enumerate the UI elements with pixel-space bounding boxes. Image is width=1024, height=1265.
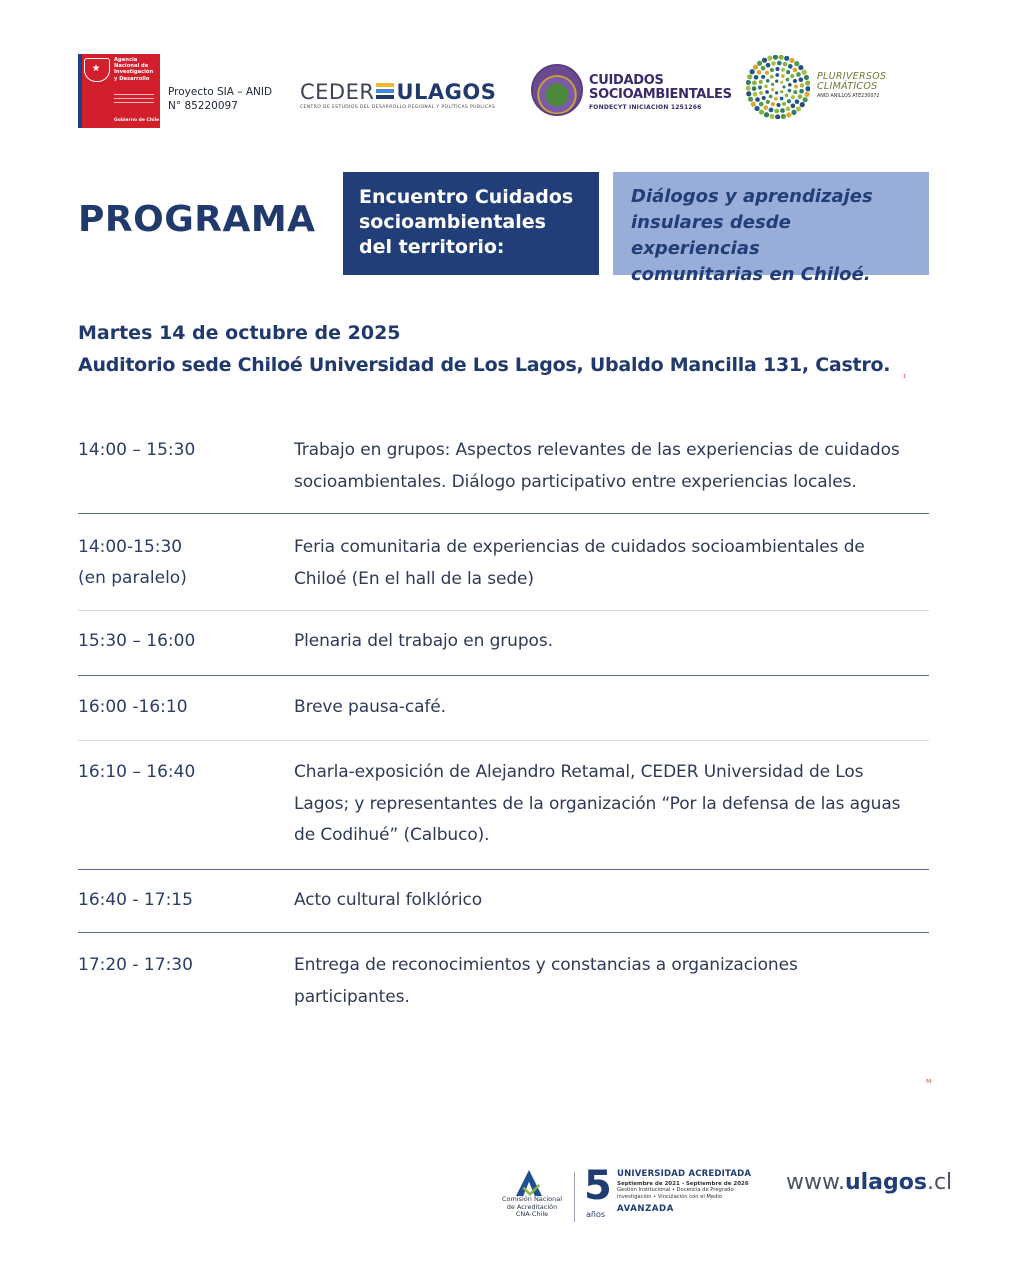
- time-line: 16:00 -16:10: [78, 697, 188, 717]
- cuidados-line-3: FONDECYT INICIACION 1251266: [589, 104, 702, 111]
- pluriversos-logo-text: [817, 72, 886, 99]
- schedule-description: [294, 435, 934, 498]
- row-divider: [78, 513, 929, 514]
- schedule-time: [78, 626, 278, 657]
- ceder-ulagos-logo: [300, 80, 496, 110]
- time-line: 16:40 - 17:15: [78, 890, 193, 910]
- website-link[interactable]: [786, 1170, 952, 1195]
- accreditation-level: AVANZADA: [617, 1204, 674, 1214]
- accreditation-dates: Septiembre de 2021 - Septiembre de 2026: [617, 1181, 749, 1187]
- schedule-description: [294, 692, 934, 724]
- description-line: Trabajo en grupos: Aspectos relevantes de las experiencias de cuidados: [294, 440, 900, 460]
- cna-mark-icon: [514, 1170, 550, 1196]
- event-venue: Auditorio sede Chiloé Universidad de Los Lagos, Ubaldo Mancilla 131, Castro.: [78, 354, 891, 376]
- accreditation-title: UNIVERSIDAD ACREDITADA: [617, 1169, 752, 1179]
- event-title-line: Encuentro Cuidados: [359, 186, 574, 208]
- footer-divider: [574, 1172, 575, 1222]
- event-subtitle-line: Diálogos y aprendizajes: [631, 186, 873, 207]
- project-info: [168, 85, 272, 113]
- accreditation-years: 5: [584, 1163, 612, 1209]
- schedule-description: [294, 950, 934, 1013]
- schedule-time: [78, 435, 278, 466]
- schedule-description: [294, 626, 934, 658]
- schedule-time: [78, 692, 278, 723]
- row-divider: [78, 610, 929, 611]
- anid-government: Gobierno de Chile: [114, 118, 160, 123]
- cuidados-logo-text: [589, 74, 732, 111]
- description-line: Chiloé (En el hall de la sede): [294, 568, 534, 589]
- cna-logo: [497, 1170, 567, 1219]
- description-line: Charla-exposición de Alejandro Retamal, CEDER Universidad de Los: [294, 762, 864, 782]
- event-title-line: del territorio:: [359, 236, 505, 258]
- description-line: Entrega de reconocimientos y constancias a organizaciones: [294, 955, 798, 975]
- ulagos-word: ULAGOS: [396, 80, 497, 104]
- event-subtitle-line: comunitarias en Chiloé.: [631, 264, 871, 285]
- event-subtitle-line: insulares desde experiencias: [631, 212, 791, 259]
- ceder-bars-icon: [376, 83, 394, 101]
- anid-agency-name: Agencia Nacional de Investigación y Desarrollo: [114, 57, 154, 82]
- stray-mark: ɪ: [903, 372, 906, 380]
- schedule-time: [78, 885, 278, 916]
- pluriversos-mosaic-icon: [746, 55, 810, 119]
- schedule-time: [78, 757, 278, 788]
- cuidados-line-1: CUIDADOS: [589, 73, 664, 88]
- time-line: 17:20 - 17:30: [78, 955, 193, 975]
- web-brand: ulagos: [844, 1170, 927, 1195]
- pluriversos-line-2: CLIMÁTICOS: [817, 81, 878, 92]
- description-line: socioambientales. Diálogo participativo entre experiencias locales.: [294, 471, 857, 492]
- chile-crest-icon: [84, 58, 110, 82]
- schedule-description: [294, 532, 934, 595]
- description-line: Plenaria del trabajo en grupos.: [294, 631, 553, 651]
- schedule-description: [294, 885, 934, 917]
- event-title-box: [343, 172, 599, 275]
- description-line: participantes.: [294, 986, 410, 1007]
- time-line: 16:10 – 16:40: [78, 762, 196, 782]
- accreditation-area: Gestión Institucional • Docencia de Pregrado: [617, 1187, 734, 1193]
- row-divider: [78, 869, 929, 870]
- cna-line: Comisión Nacional: [501, 1195, 563, 1203]
- cuidados-line-2: SOCIOAMBIENTALES: [589, 87, 732, 102]
- time-line: 14:00-15:30: [78, 537, 183, 557]
- description-line: Lagos; y representantes de la organización “Por la defensa de las aguas: [294, 793, 901, 814]
- description-line: Breve pausa-café.: [294, 697, 446, 717]
- stray-mark: ᴍ: [926, 1077, 932, 1085]
- time-line: (en paralelo): [78, 568, 187, 588]
- anid-logo: [78, 54, 160, 128]
- ceder-subtitle: CENTRO DE ESTUDIOS DEL DESARROLLO REGIONAL Y POLÍTICAS PÚBLICAS: [300, 105, 496, 110]
- web-suffix: .cl: [926, 1170, 953, 1195]
- event-date: Martes 14 de octubre de 2025: [78, 322, 401, 344]
- cna-line: de Acreditación: [506, 1202, 558, 1211]
- anid-subtext-lines: [114, 94, 154, 106]
- description-line: Acto cultural folklórico: [294, 890, 483, 910]
- accreditation-info: [617, 1169, 767, 1214]
- schedule-time: [78, 950, 278, 981]
- cuidados-emblem-icon: [531, 64, 583, 116]
- cna-line: CNA-Chile: [515, 1210, 549, 1218]
- page-title: PROGRAMA: [78, 199, 316, 240]
- description-line: de Codihué” (Calbuco).: [294, 825, 490, 845]
- pluriversos-line-1: PLURIVERSOS: [817, 71, 887, 82]
- event-subtitle-box: [613, 172, 929, 285]
- row-divider: [78, 740, 929, 741]
- accreditation-area: Investigación • Vinculación con el Medio: [617, 1194, 722, 1200]
- row-divider: [78, 675, 929, 676]
- description-line: Feria comunitaria de experiencias de cuidados socioambientales de: [294, 537, 865, 557]
- time-line: 15:30 – 16:00: [78, 631, 196, 651]
- schedule-time: [78, 532, 278, 594]
- row-divider: [78, 932, 929, 933]
- web-prefix: www.: [786, 1170, 845, 1195]
- accreditation-years-label: años: [586, 1210, 606, 1219]
- pluriversos-line-3: ANID ANILLOS ATE230072: [817, 94, 880, 99]
- schedule-description: [294, 757, 934, 852]
- ceder-word: CEDER: [300, 80, 375, 104]
- project-line-2: N° 85220097: [168, 100, 238, 112]
- time-line: 14:00 – 15:30: [78, 440, 196, 460]
- project-line-1: Proyecto SIA – ANID: [168, 86, 273, 98]
- flag-stripe: [78, 54, 82, 128]
- event-title-line: socioambientales: [359, 211, 546, 233]
